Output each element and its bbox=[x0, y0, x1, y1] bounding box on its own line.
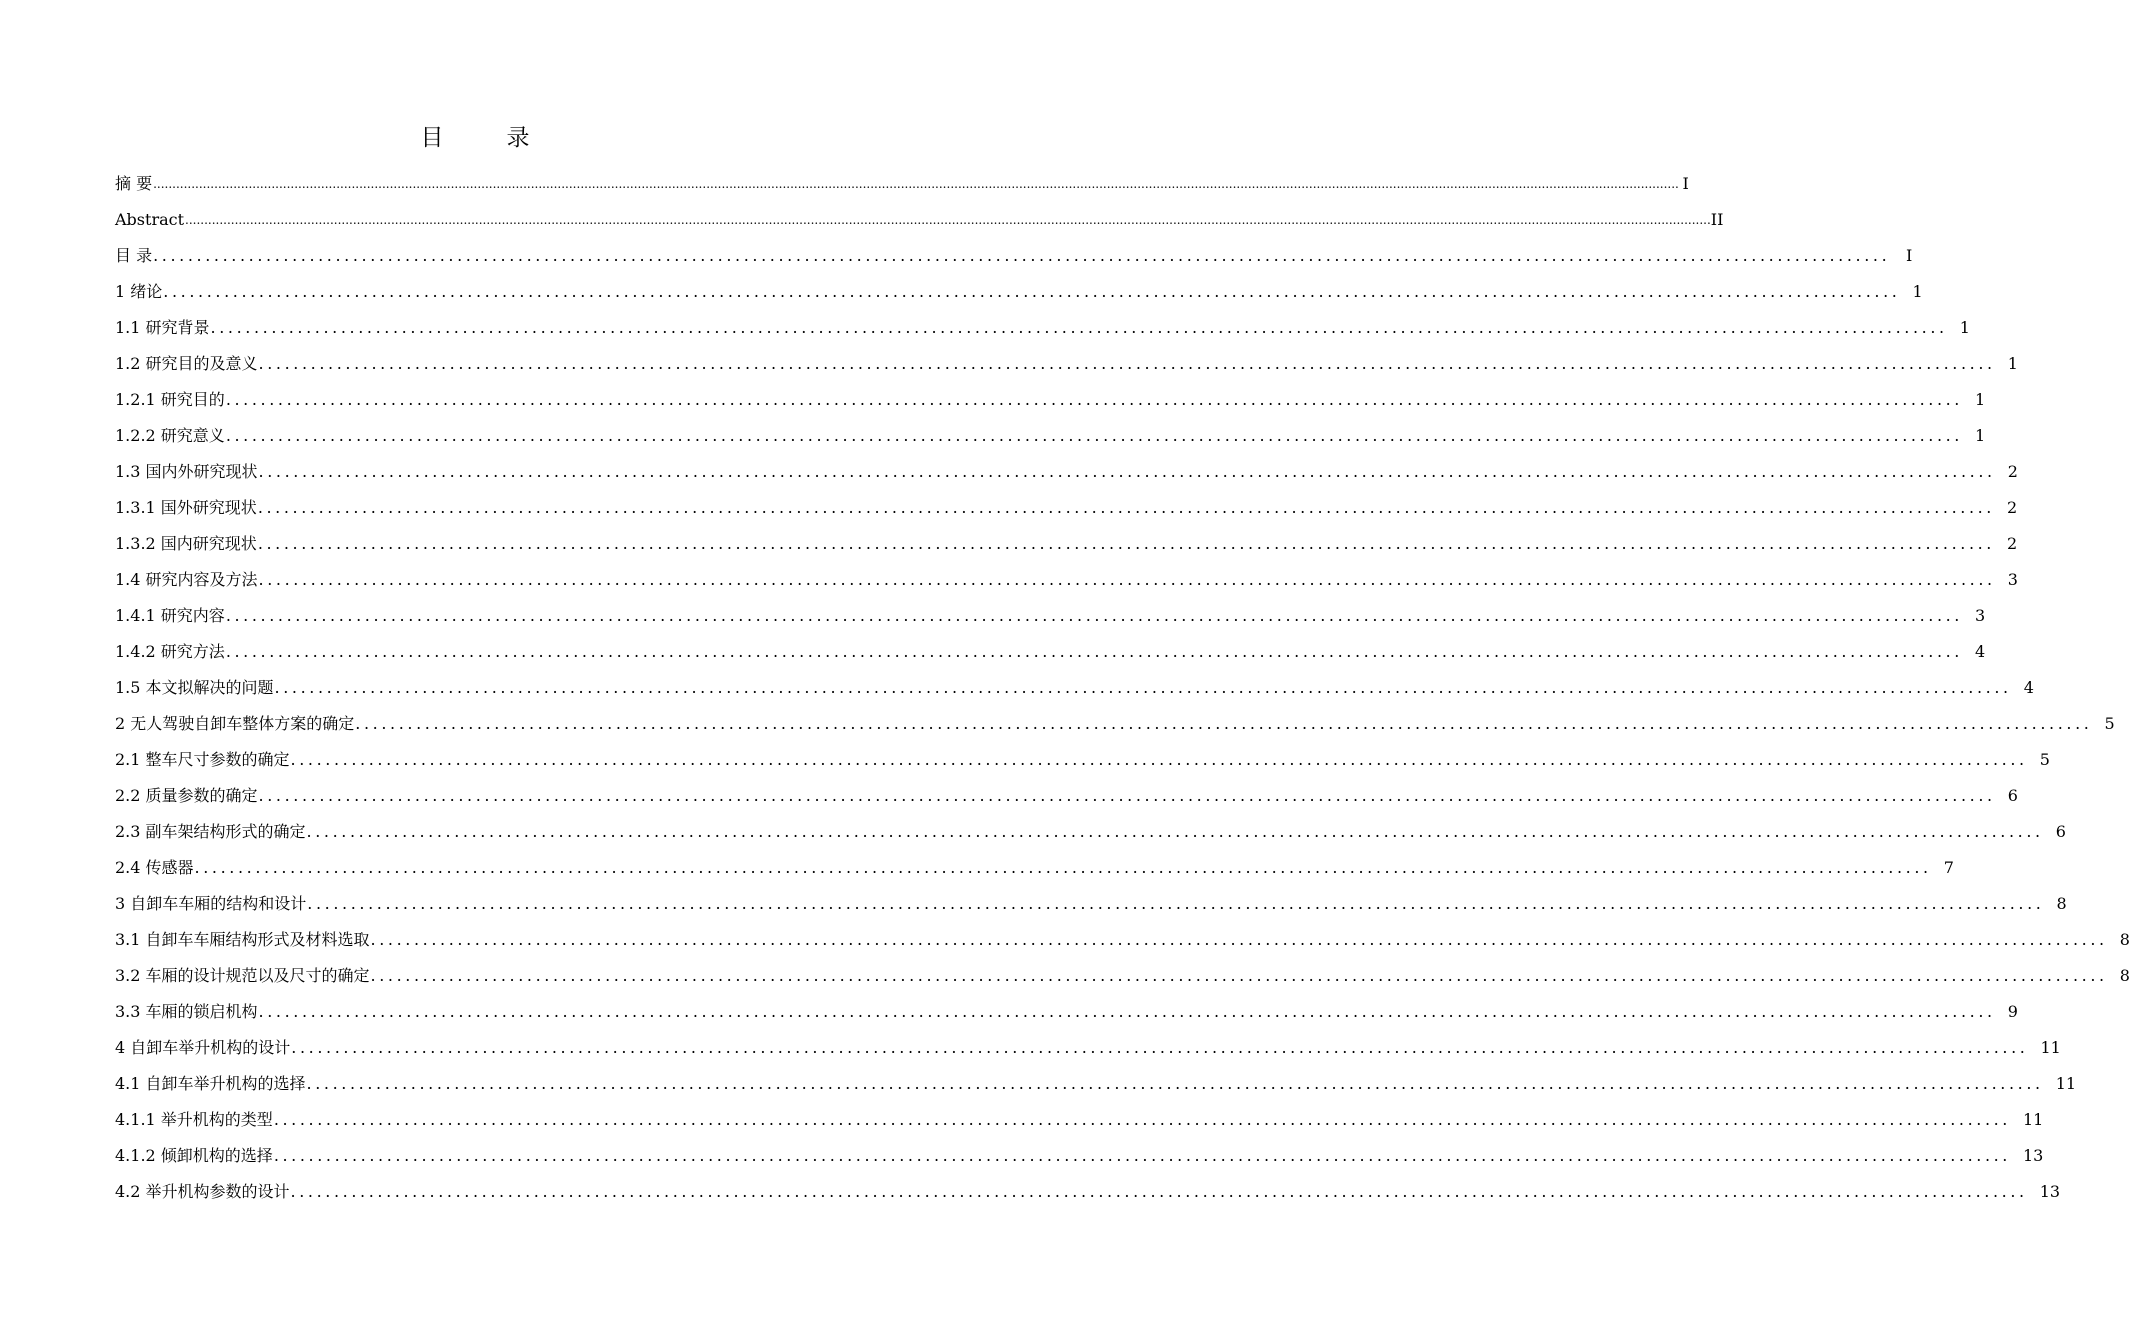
toc-entry[interactable] bbox=[115, 554, 2018, 590]
toc-entry-page-number: 13 bbox=[2039, 1182, 2061, 1201]
toc-entry[interactable] bbox=[115, 302, 1970, 338]
toc-entry-label: 4 自卸车举升机构的设计 bbox=[115, 1038, 291, 1057]
toc-entry-page-number: 8 bbox=[2056, 894, 2067, 913]
toc-entry[interactable] bbox=[115, 770, 2018, 806]
toc-dot-leader: ........................................................................................................................................................................................................ bbox=[225, 642, 1963, 661]
toc-entry[interactable] bbox=[115, 1022, 2061, 1058]
toc-entry[interactable] bbox=[115, 338, 2018, 374]
toc-entry-page-number: 11 bbox=[2055, 1074, 2077, 1093]
toc-dot-leader: ........................................................................................................................................................................................................ bbox=[257, 534, 1995, 553]
toc-dot-leader: ........................................................................................................................................................................................................ bbox=[290, 750, 2028, 769]
toc-entry-page-number: 2 bbox=[2007, 498, 2018, 517]
toc-entry-label: 1.3.2 国内研究现状 bbox=[115, 534, 257, 553]
toc-entry[interactable] bbox=[115, 446, 2018, 482]
toc-dot-leader: ........................................................................................................................................................................................................ bbox=[370, 966, 2108, 985]
toc-dot-leader: ........................................................................................................................................................................................................ bbox=[306, 1074, 2044, 1093]
toc-entry-label: 1.5 本文拟解决的问题 bbox=[115, 678, 274, 697]
toc-entry-label: 1.2.1 研究目的 bbox=[115, 390, 225, 409]
toc-entry-label: 1.2 研究目的及意义 bbox=[115, 354, 258, 373]
toc-entry-label: 4.2 举升机构参数的设计 bbox=[115, 1182, 290, 1201]
toc-entry-page-number: I bbox=[1682, 174, 1689, 193]
toc-dot-leader: ........................................................................................................................................................................................................ bbox=[153, 246, 1891, 265]
toc-entry[interactable] bbox=[115, 878, 2067, 914]
toc-entry-label: 4.1.2 倾卸机构的选择 bbox=[115, 1146, 273, 1165]
toc-entry[interactable] bbox=[115, 1130, 2044, 1166]
toc-dot-leader: ........................................................................................................................................................................................................ bbox=[355, 714, 2093, 733]
toc-entry-page-number: 7 bbox=[1943, 858, 1954, 877]
toc-dot-leader: ........................................................................................................................................................................................................ bbox=[370, 930, 2108, 949]
toc-entry-label: 3.1 自卸车车厢结构形式及材料选取 bbox=[115, 930, 370, 949]
toc-entry-page-number: 5 bbox=[2039, 750, 2050, 769]
toc-dot-leader: ........................................................................................................................................................................................................ bbox=[307, 894, 2045, 913]
toc-dot-leader: ........................................................................................................................................................................................................ bbox=[210, 318, 1948, 337]
toc-entry-label: 3.2 车厢的设计规范以及尺寸的确定 bbox=[115, 966, 370, 985]
toc-entry-label: 4.1 自卸车举升机构的选择 bbox=[115, 1074, 306, 1093]
toc-entry-label: 2.2 质量参数的确定 bbox=[115, 786, 258, 805]
toc-dot-leader: ........................................................................................................................................................................................................ bbox=[163, 282, 1901, 301]
toc-entry-page-number: 11 bbox=[2023, 1110, 2044, 1129]
toc-entry-page-number: 13 bbox=[2023, 1146, 2044, 1165]
toc-entry-label: 1.4.1 研究内容 bbox=[115, 606, 225, 625]
toc-entry[interactable] bbox=[115, 734, 2050, 770]
toc-entry[interactable] bbox=[115, 230, 1913, 266]
toc-entry-page-number: I bbox=[1905, 246, 1913, 265]
toc-entry[interactable] bbox=[115, 374, 1986, 410]
toc-entry-page-number: 1 bbox=[1975, 390, 1986, 409]
toc-entry-page-number: 1 bbox=[2007, 354, 2018, 373]
toc-entry[interactable] bbox=[115, 194, 1724, 230]
toc-entry-label: 2.4 传感器 bbox=[115, 858, 194, 877]
toc-dot-leader: ........................................................................................................................................................................................................ bbox=[225, 390, 1963, 409]
toc-entry-label: 1.1 研究背景 bbox=[115, 318, 210, 337]
toc-entry-label: 3 自卸车车厢的结构和设计 bbox=[115, 894, 307, 913]
toc-entry-label: 1 绪论 bbox=[115, 282, 163, 301]
toc-dot-leader: ........................................................................................................................................................................................................ bbox=[258, 1002, 1996, 1021]
toc-dot-leader: ........................................................................................................................................................................................................ bbox=[225, 606, 1963, 625]
toc-entry-label: 1.4 研究内容及方法 bbox=[115, 570, 258, 589]
toc-entry[interactable] bbox=[115, 698, 2115, 734]
toc-entry-page-number: 6 bbox=[2055, 822, 2066, 841]
toc-list bbox=[115, 158, 2130, 1202]
toc-dot-leader: ........................................................................................................................................................................................................ bbox=[194, 858, 1932, 877]
toc-entry[interactable] bbox=[115, 482, 2018, 518]
toc-entry-label: 1.3.1 国外研究现状 bbox=[115, 498, 257, 517]
toc-entry-label: 1.2.2 研究意义 bbox=[115, 426, 225, 445]
toc-entry[interactable] bbox=[115, 950, 2130, 986]
toc-dot-leader: ........................................................................................................................................................................................................ bbox=[291, 1038, 2029, 1057]
toc-entry-page-number: 11 bbox=[2040, 1038, 2061, 1057]
toc-dot-leader: ........................................................................................................................................................................................................ bbox=[273, 1110, 2011, 1129]
toc-entry[interactable] bbox=[115, 266, 1923, 302]
toc-entry[interactable] bbox=[115, 806, 2066, 842]
toc-entry[interactable] bbox=[115, 518, 2018, 554]
toc-entry-label: 摘 要 bbox=[115, 174, 153, 193]
toc-entry[interactable] bbox=[115, 914, 2130, 950]
toc-entry[interactable] bbox=[115, 1166, 2061, 1202]
toc-dot-leader: ........................................................................................................................................................................................................ bbox=[258, 786, 1996, 805]
toc-dot-leader: ........................................................................................................................................................................................................ bbox=[258, 462, 1996, 481]
toc-dot-leader: ........................................................................................................................................................................................................ bbox=[306, 822, 2044, 841]
toc-entry-label: 4.1.1 举升机构的类型 bbox=[115, 1110, 273, 1129]
toc-entry-page-number: 2 bbox=[2007, 534, 2018, 553]
toc-entry-page-number: 6 bbox=[2007, 786, 2018, 805]
toc-entry-page-number: 5 bbox=[2104, 714, 2115, 733]
toc-entry-page-number: 3 bbox=[2007, 570, 2018, 589]
toc-entry-page-number: 2 bbox=[2007, 462, 2018, 481]
toc-dot-leader: ........................................................................................................................................................................................................ bbox=[225, 426, 1963, 445]
toc-entry-label: 2 无人驾驶自卸车整体方案的确定 bbox=[115, 714, 355, 733]
toc-entry[interactable] bbox=[115, 986, 2018, 1022]
toc-entry-label: 2.1 整车尺寸参数的确定 bbox=[115, 750, 290, 769]
toc-dot-leader: ................................................................................................................................................................................................................................................................................................................................................................................................................ bbox=[153, 177, 1679, 191]
toc-entry-page-number: II bbox=[1710, 210, 1724, 229]
toc-dot-leader: ........................................................................................................................................................................................................ bbox=[273, 1146, 2011, 1165]
toc-entry[interactable] bbox=[115, 1094, 2044, 1130]
toc-entry[interactable] bbox=[115, 662, 2034, 698]
toc-dot-leader: ........................................................................................................................................................................................................ bbox=[274, 678, 2012, 697]
toc-entry-page-number: 8 bbox=[2119, 966, 2130, 985]
toc-entry[interactable] bbox=[115, 1058, 2077, 1094]
toc-entry-page-number: 1 bbox=[1975, 426, 1986, 445]
toc-entry-page-number: 8 bbox=[2119, 930, 2130, 949]
toc-dot-leader: ........................................................................................................................................................................................................ bbox=[258, 354, 1996, 373]
toc-entry[interactable] bbox=[115, 626, 1986, 662]
toc-dot-leader: ........................................................................................................................................................................................................ bbox=[257, 498, 1995, 517]
toc-entry[interactable] bbox=[115, 410, 1986, 446]
toc-dot-leader: ........................................................................................................................................................................................................ bbox=[258, 570, 1996, 589]
toc-dot-leader: ........................................................................................................................................................................................................ bbox=[290, 1182, 2028, 1201]
toc-title: 目 录 bbox=[420, 125, 550, 151]
toc-dot-leader: ................................................................................................................................................................................................................................................................................................................................................................................................................ bbox=[185, 213, 1711, 227]
toc-entry[interactable] bbox=[115, 842, 1954, 878]
toc-entry-label: 2.3 副车架结构形式的确定 bbox=[115, 822, 306, 841]
toc-entry-page-number: 1 bbox=[1912, 282, 1923, 301]
toc-entry-label: 1.3 国内外研究现状 bbox=[115, 462, 258, 481]
toc-entry-page-number: 4 bbox=[2023, 678, 2034, 697]
toc-entry-label: Abstract bbox=[115, 210, 185, 229]
toc-entry-page-number: 9 bbox=[2007, 1002, 2018, 1021]
toc-entry[interactable] bbox=[115, 590, 1986, 626]
toc-entry-page-number: 4 bbox=[1975, 642, 1986, 661]
toc-entry-label: 3.3 车厢的锁启机构 bbox=[115, 1002, 258, 1021]
toc-entry-label: 目 录 bbox=[115, 246, 153, 265]
toc-entry[interactable] bbox=[115, 158, 1689, 194]
toc-entry-label: 1.4.2 研究方法 bbox=[115, 642, 225, 661]
toc-entry-page-number: 1 bbox=[1959, 318, 1970, 337]
toc-entry-page-number: 3 bbox=[1975, 606, 1986, 625]
